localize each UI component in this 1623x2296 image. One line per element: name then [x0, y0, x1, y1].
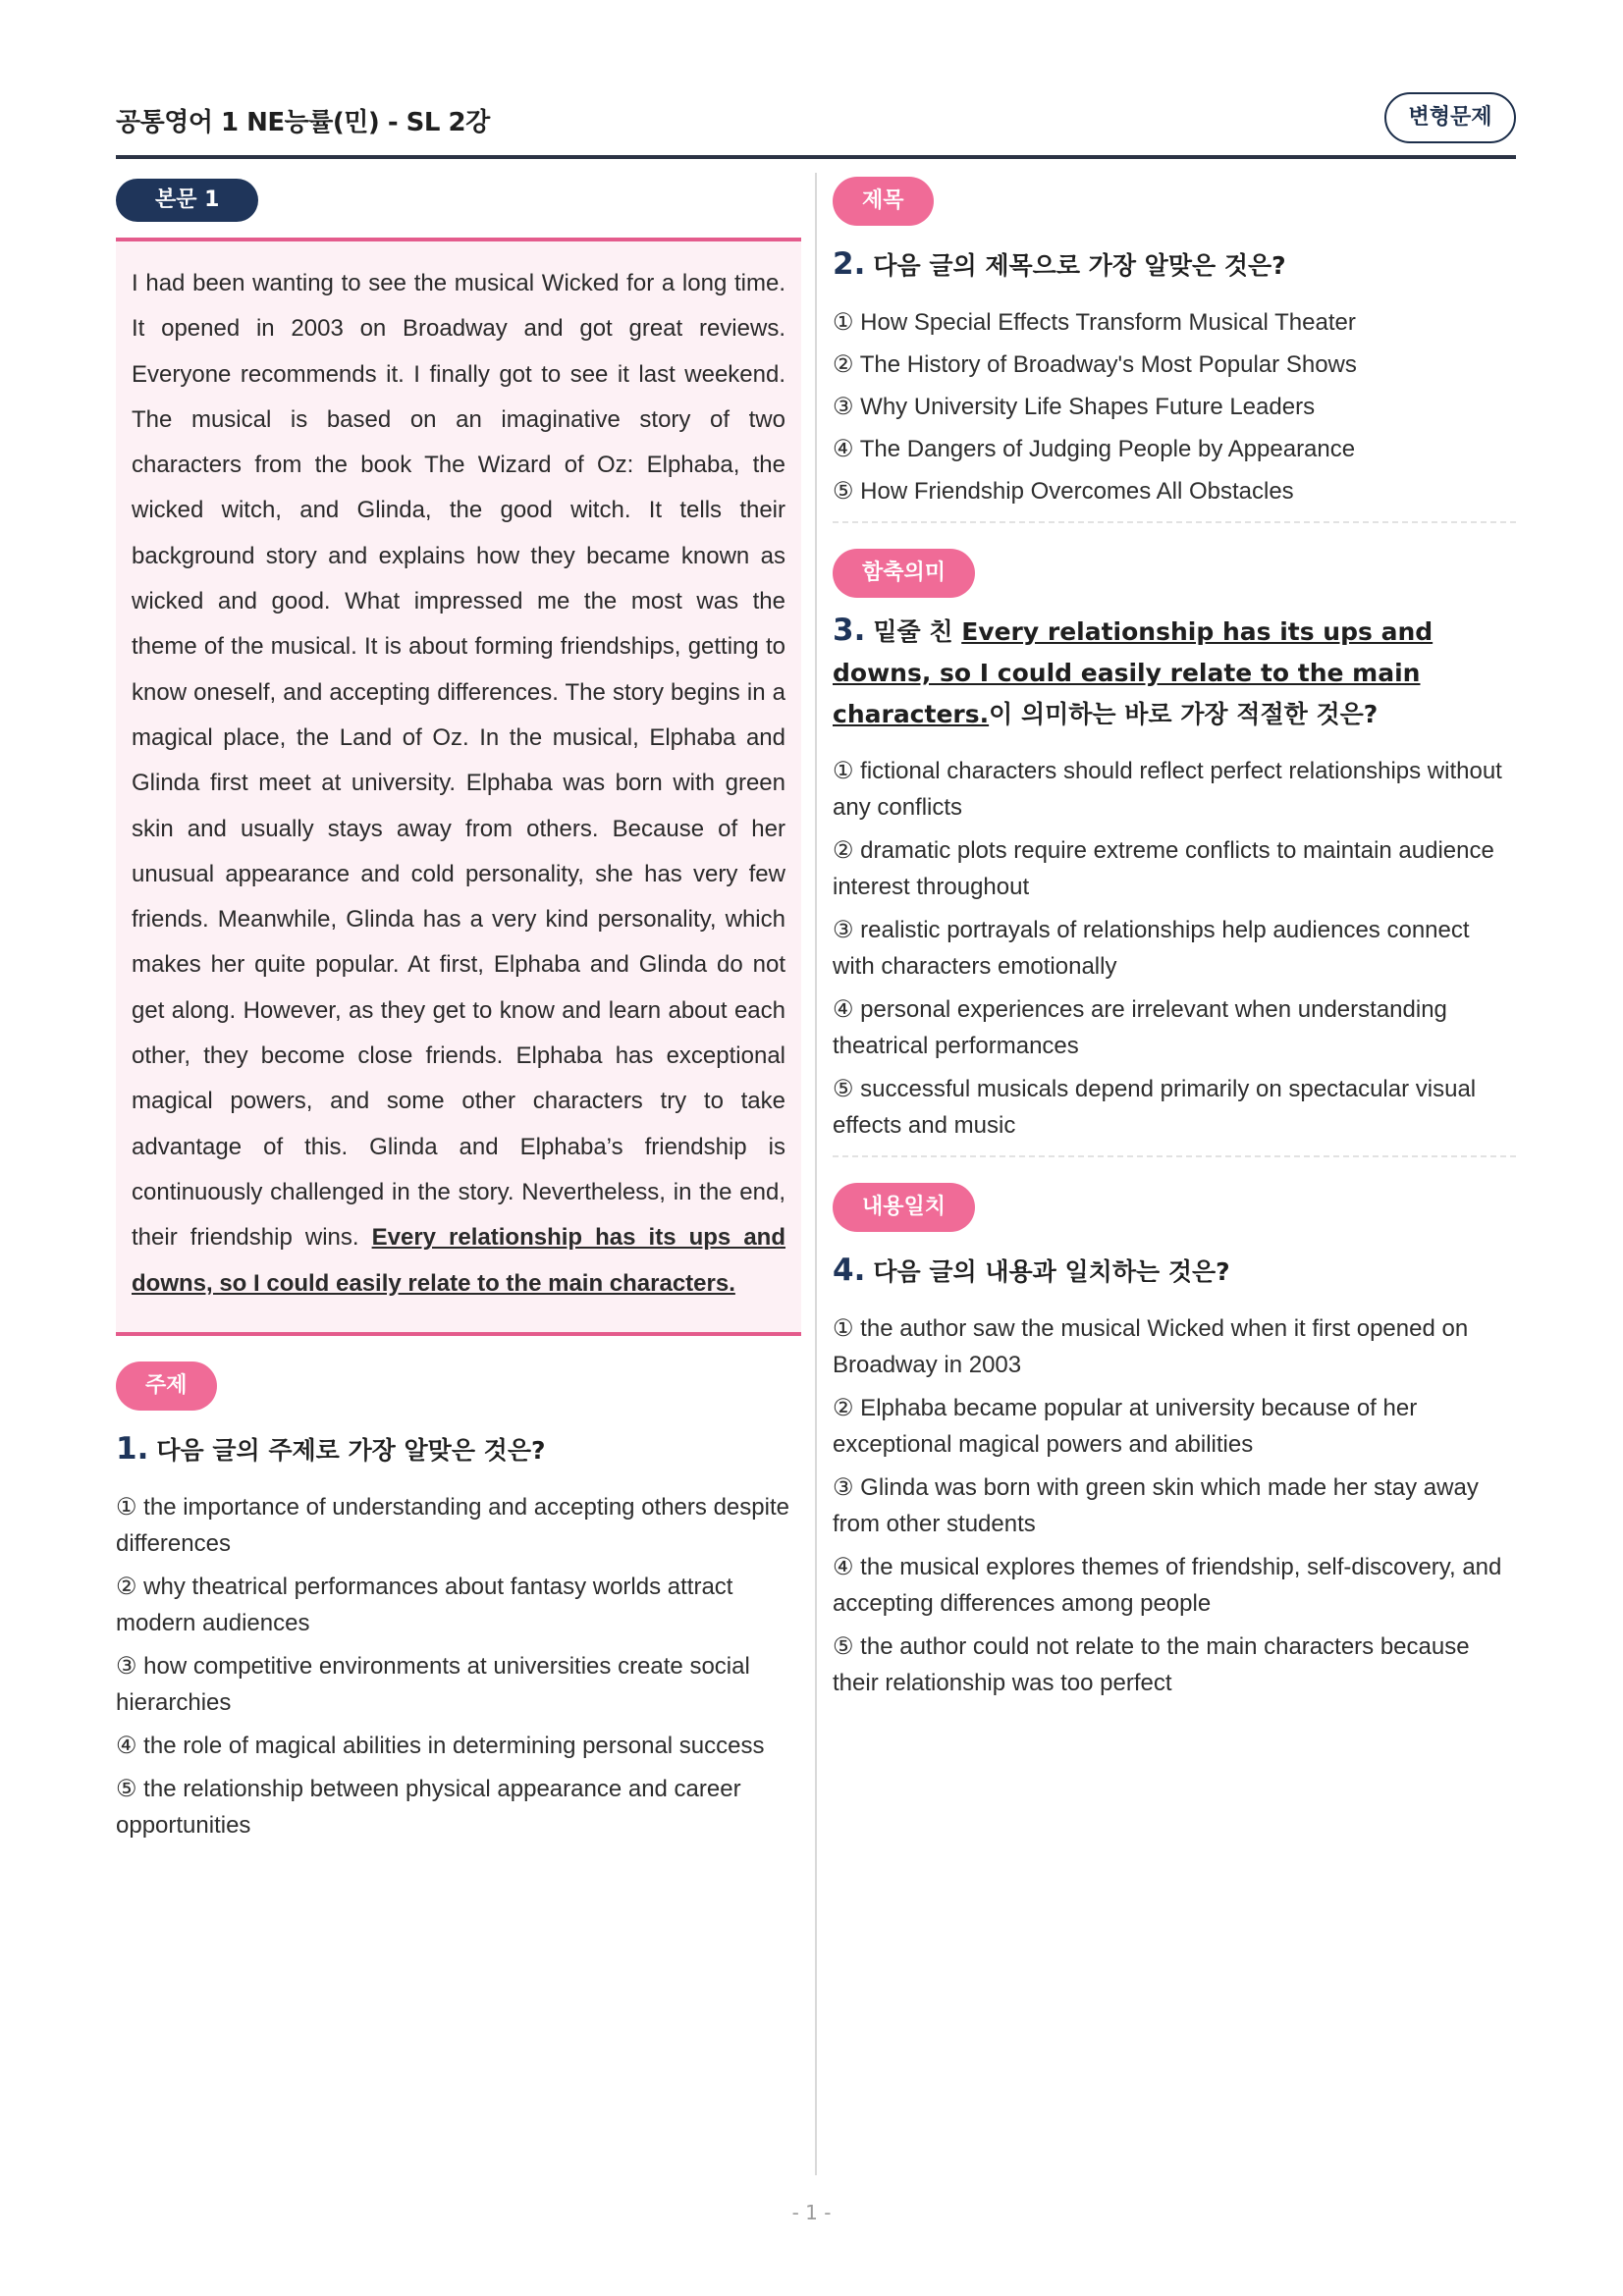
column-divider	[815, 173, 817, 2175]
section-divider	[833, 521, 1516, 523]
passage-box	[116, 238, 801, 1336]
q2-option[interactable]: ④ The Dangers of Judging People by Appearance	[833, 436, 1356, 462]
q3-prompt-underlined: Every relationship has its ups and downs, so I could easily relate to the main characters.	[833, 617, 1434, 728]
q3-option[interactable]: ④ personal experiences are irrelevant when understanding theatrical performances	[833, 996, 1447, 1059]
q3-option[interactable]: ② dramatic plots require extreme conflicts to maintain audience interest throughout	[833, 837, 1494, 900]
q4-option[interactable]: ⑤ the author could not relate to the main characters because their relationship was too perfect	[833, 1633, 1470, 1696]
q1-tag: 주제	[116, 1362, 217, 1411]
q4-option[interactable]: ② Elphaba became popular at university because of her exceptional magical powers and abilities	[833, 1395, 1418, 1458]
passage-label: 본문 1	[116, 179, 258, 222]
q2-option[interactable]: ③ Why University Life Shapes Future Leaders	[833, 394, 1316, 420]
q1-option[interactable]: ④ the role of magical abilities in determining personal success	[116, 1732, 765, 1759]
q2-title	[833, 243, 1516, 287]
q1-title	[116, 1428, 801, 1471]
q1-options	[116, 1489, 801, 1843]
q2-option[interactable]: ① How Special Effects Transform Musical Theater	[833, 309, 1356, 336]
variant-badge: 변형문제	[1384, 92, 1516, 143]
q3-number: 3.	[833, 613, 866, 648]
q1-option[interactable]: ② why theatrical performances about fantasy worlds attract modern audiences	[116, 1573, 733, 1636]
q4-option[interactable]: ③ Glinda was born with green skin which made her stay away from other students	[833, 1474, 1479, 1537]
q4-tag: 내용일치	[833, 1183, 975, 1232]
left-column	[116, 179, 801, 1850]
header-rule	[116, 155, 1516, 159]
q3-option[interactable]: ③ realistic portrayals of relationships help audiences connect with characters emotionally	[833, 917, 1470, 980]
right-column	[833, 177, 1516, 1708]
q1-number: 1.	[116, 1430, 149, 1467]
q4-option[interactable]: ④ the musical explores themes of friendship, self-discovery, and accepting differences among people	[833, 1554, 1502, 1617]
q3-prompt-post: 이 의미하는 바로 가장 적절한 것은?	[989, 700, 1379, 728]
q2-options	[833, 304, 1516, 509]
q2-option[interactable]: ⑤ How Friendship Overcomes All Obstacles	[833, 478, 1294, 505]
q4-number: 4.	[833, 1253, 866, 1288]
section-divider	[833, 1155, 1516, 1157]
page-header	[116, 92, 1516, 157]
q3-option[interactable]: ⑤ successful musicals depend primarily on spectacular visual effects and music	[833, 1076, 1477, 1139]
q3-title	[833, 610, 1516, 735]
q2-prompt: 다음 글의 제목으로 가장 알맞은 것은?	[873, 251, 1286, 280]
q4-prompt: 다음 글의 내용과 일치하는 것은?	[873, 1257, 1230, 1286]
q3-option[interactable]: ① fictional characters should reflect perfect relationships without any conflicts	[833, 758, 1502, 821]
passage-body: I had been wanting to see the musical Wicked for a long time. It opened in 2003 on Broadway and got great reviews. Everyone recommends it. I finally got to see it last weekend. The musical is based on an imaginative story of two characters from the book The Wizard of Oz: Elphaba, the wicked witch, and Glinda, the good witch. It tells their background story and explains how they became known as wicked and good. What impressed me the most was the theme of the musical. It is about forming friendships, getting to know oneself, and accepting differences. The story begins in a magical place, the Land of Oz. In the musical, Elphaba and Glinda first meet at university. Elphaba was born with green skin and usually stays away from others. Because of her unusual appearance and cold personality, she has very few friends. Meanwhile, Glinda has a very kind personality, which makes her quite popular. At first, Elphaba and Glinda do not get along. However, as they get to know and learn about each other, they become close friends. Elphaba has exceptional magical powers, and some other characters try to take advantage of this. Glinda and Elphaba’s friendship is continuously challenged in the story. Nevertheless, in the end, their friendship wins.	[132, 270, 785, 1252]
q1-option[interactable]: ⑤ the relationship between physical appearance and career opportunities	[116, 1775, 741, 1839]
q4-option[interactable]: ① the author saw the musical Wicked when it first opened on Broadway in 2003	[833, 1315, 1469, 1378]
passage-text	[132, 261, 785, 1307]
page-number: - 1 -	[791, 2201, 832, 2224]
q1-option[interactable]: ① the importance of understanding and accepting others despite differences	[116, 1493, 789, 1557]
q1-prompt: 다음 글의 주제로 가장 알맞은 것은?	[156, 1435, 546, 1465]
q3-options	[833, 753, 1516, 1144]
q2-option[interactable]: ② The History of Broadway's Most Popular Shows	[833, 351, 1357, 378]
passage-underlined-sentence: Every relationship has its ups and downs, so I could easily relate to the main characters.	[132, 1224, 786, 1297]
q2-number: 2.	[833, 246, 866, 282]
document-title: 공통영어 1 NE능률(민) - SL 2강	[116, 108, 490, 137]
q4-title	[833, 1250, 1516, 1293]
q1-option[interactable]: ③ how competitive environments at universities create social hierarchies	[116, 1652, 750, 1716]
q4-options	[833, 1310, 1516, 1701]
q3-tag: 함축의미	[833, 549, 975, 598]
q3-prompt-pre: 밑줄 친	[873, 617, 962, 646]
q2-tag: 제목	[833, 177, 934, 226]
